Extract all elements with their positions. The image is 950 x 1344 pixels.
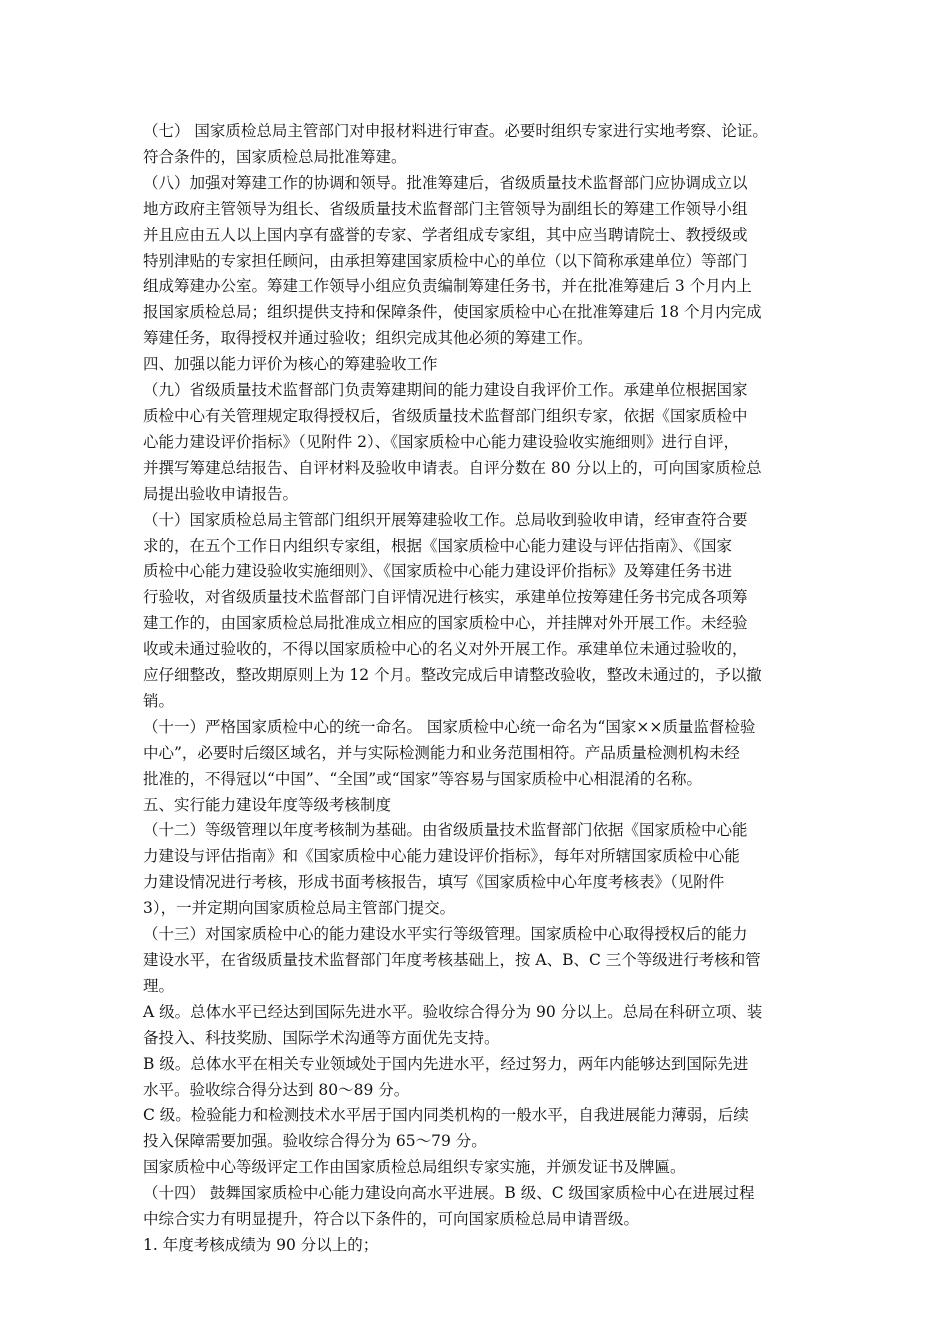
promotion-condition-1: 1. 年度考核成绩为 90 分以上的； bbox=[143, 1235, 379, 1254]
paragraph-12-annual-assessment: （十二）等级管理以年度考核制为基础。由省级质量技术监督部门依据《国家质检中心能 力建设与评估指南》和《国家质检中心能力建设评价指标》，每年对所辖国家质检中心能 力建设情况进行考核，形成书面考核报告，填写《国家质检中心年度考核表》（见附件 3），一并定期向国家质检总局主管部门提交。 bbox=[143, 821, 748, 918]
grade-a-description: A 级。总体水平已经达到国际先进水平。验收综合得分为 90 分以上。总局在科研立项、装 备投入、科技奖励、国际学术沟通等方面优先支持。 bbox=[143, 1002, 763, 1047]
grade-evaluation-note: 国家质检中心等级评定工作由国家质检总局组织专家实施，并颁发证书及牌匾。 bbox=[143, 1158, 686, 1177]
paragraph-8-coordination: （八）加强对筹建工作的协调和领导。批准筹建后，省级质量技术监督部门应协调成立以 地方政府主管领导为组长、省级质量技术监督部门主管领导为副组长的筹建工作领导小组 并且应由五人以上国内享有盛誉的专家、学者组成专家组，其中应当聘请院士、教授级或 特别津贴的专家担任顾问，由承担筹建国家质检中心的单位（以下简称承建单位）等部门 组成筹建办公室。筹建工作领导小组应负责编制筹建任务书，并在批准筹建后 3 个月内上 报国家质检总局；组织提供支持和保障条件，使国家质检中心在批准筹建后 18 个月内完成 筹建任务，取得授权并通过验收；组织完成其他必须的筹建工作。 bbox=[143, 173, 762, 348]
paragraph-9-self-evaluation: （九）省级质量技术监督部门负责筹建期间的能力建设自我评价工作。承建单位根据国家 质检中心有关管理规定取得授权后，省级质量技术监督部门组织专家，依据《国家质检中 心能力建设评价指标》（见附件 2）、《国家质检中心能力建设验收实施细则》进行自评， 并撰写筹建总结报告、自评材料及验收申请表。自评分数在 80 分以上的，可向国家质检总 局提出验收申请报告。 bbox=[143, 381, 762, 503]
paragraph-10-acceptance: （十）国家质检总局主管部门组织开展筹建验收工作。总局收到验收申请，经审查符合要 求的，在五个工作日内组织专家组，根据《国家质检中心能力建设与评估指南》、《国家 质检中心能力建设验收实施细则》、《国家质检中心能力建设评价指标》及筹建任务书进 行验收，对省级质量技术监督部门自评情况进行核实，承建单位按筹建任务书完成各项筹 建工作的，由国家质检总局批准成立相应的国家质检中心，并挂牌对外开展工作。未经验 收或未通过验收的，不得以国家质检中心的名义对外开展工作。承建单位未通过验收的， 应仔细整改，整改期原则上为 12 个月。整改完成后申请整改验收，整改未通过的，予以撤 销。 bbox=[143, 510, 762, 710]
grade-c-description: C 级。检验能力和检测技术水平居于国内同类机构的一般水平，自我进展能力薄弱，后续 投入保障需要加强。验收综合得分为 65～79 分。 bbox=[143, 1106, 749, 1151]
section-heading-4: 四、加强以能力评价为核心的筹建验收工作 bbox=[143, 355, 438, 374]
section-heading-5: 五、实行能力建设年度等级考核制度 bbox=[143, 795, 392, 814]
paragraph-11-naming: （十一）严格国家质检中心的统一命名。 国家质检中心统一命名为“国家××质量监督检验 中心”，必要时后缀区域名，并与实际检测能力和业务范围相符。产品质量检测机构未经 批准的，不得冠以“中国”、“全国”或“国家”等容易与国家质检中心相混淆的名称。 bbox=[143, 717, 756, 788]
paragraph-14-promotion: （十四） 鼓舞国家质检中心能力建设向高水平进展。B 级、C 级国家质检中心在进展过程 中综合实力有明显提升，符合以下条件的，可向国家质检总局申请晋级。 bbox=[143, 1184, 755, 1229]
paragraph-7-review: （七） 国家质检总局主管部门对申报材料进行审查。必要时组织专家进行实地考察、论证。 符合条件的，国家质检总局批准筹建。 bbox=[143, 122, 768, 166]
paragraph-13-grade-management: （十三）对国家质检中心的能力建设水平实行等级管理。国家质检中心取得授权后的能力 建设水平，在省级质量技术监督部门年度考核基础上，按 A、B、C 三个等级进行考核和管 理。 bbox=[143, 925, 761, 995]
grade-b-description: B 级。总体水平在相关专业领域处于国内先进水平，经过努力，两年内能够达到国际先进 水平。验收综合得分达到 80～89 分。 bbox=[143, 1054, 749, 1099]
document-body bbox=[143, 119, 823, 1259]
